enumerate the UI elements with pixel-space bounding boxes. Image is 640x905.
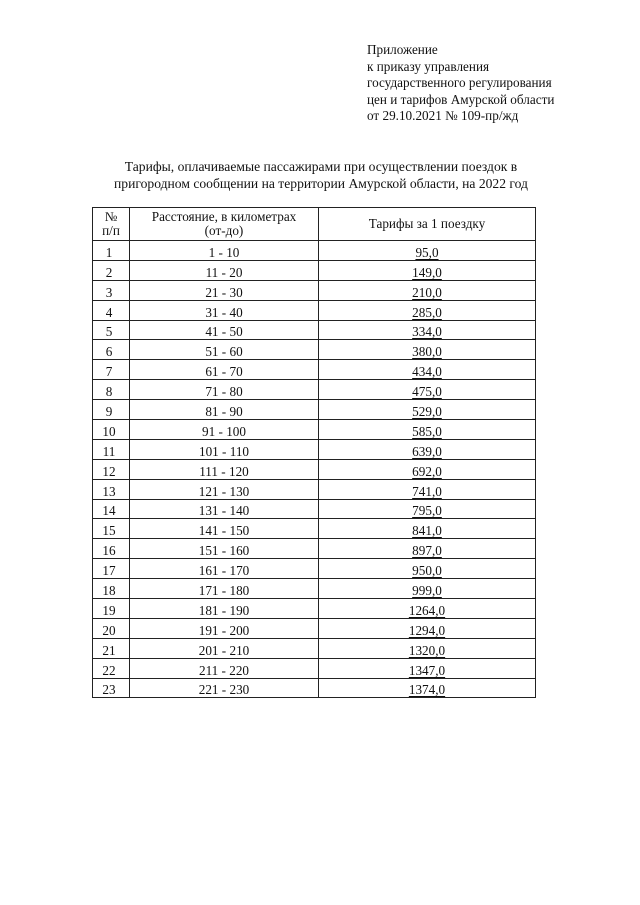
tariff-value-text: 841,0 [412, 523, 442, 539]
distance-range: 21 - 30 [130, 280, 319, 300]
distance-range: 61 - 70 [130, 360, 319, 380]
tariff-value-text: 95,0 [415, 244, 439, 260]
tariff-value-text: 795,0 [412, 503, 442, 519]
row-number [93, 380, 130, 400]
distance-range: 121 - 130 [130, 479, 319, 499]
tariff-value [319, 559, 536, 579]
table-row [93, 638, 536, 658]
row-number [93, 241, 130, 261]
row-number [93, 300, 130, 320]
row-number [93, 638, 130, 658]
distance-range: 71 - 80 [130, 380, 319, 400]
table-row [93, 260, 536, 280]
distance-range: 111 - 120 [130, 459, 319, 479]
tariff-value-text: 210,0 [412, 284, 442, 300]
tariff-value [319, 499, 536, 519]
tariff-value-text: 1294,0 [408, 622, 446, 638]
tariff-value [319, 340, 536, 360]
tariff-value-text: 434,0 [412, 364, 442, 380]
tariff-value-text: 1347,0 [408, 662, 446, 678]
row-number-text: 5 [105, 324, 113, 340]
tariff-value-text: 149,0 [412, 264, 442, 280]
row-number [93, 400, 130, 420]
table-row [93, 499, 536, 519]
tariff-value [319, 360, 536, 380]
table-row [93, 241, 536, 261]
distance-range: 161 - 170 [130, 559, 319, 579]
tariff-value-text: 1320,0 [408, 642, 446, 658]
tariff-value-text: 741,0 [412, 483, 442, 499]
row-number [93, 559, 130, 579]
row-number [93, 579, 130, 599]
row-number-text: 14 [102, 503, 116, 519]
tariff-value-text: 639,0 [412, 443, 442, 459]
table-row [93, 658, 536, 678]
appendix-note [367, 42, 554, 125]
distance-range: 181 - 190 [130, 599, 319, 619]
table-row [93, 380, 536, 400]
row-number [93, 599, 130, 619]
tariff-value-text: 999,0 [412, 583, 442, 599]
row-number-text: 23 [102, 682, 116, 698]
row-number-text: 4 [105, 304, 113, 320]
table-row [93, 340, 536, 360]
row-number-text: 8 [105, 384, 113, 400]
table-row [93, 400, 536, 420]
tariff-value [319, 280, 536, 300]
tariff-value-text: 692,0 [412, 463, 442, 479]
distance-range: 31 - 40 [130, 300, 319, 320]
row-number-text: 3 [105, 284, 113, 300]
header-number [93, 208, 130, 241]
tariff-value [319, 260, 536, 280]
appendix-line: Приложение [367, 42, 438, 57]
tariff-value-text: 1264,0 [408, 602, 446, 618]
tariff-value [319, 678, 536, 698]
header-number-line: № [104, 208, 118, 224]
tariff-value-text: 285,0 [412, 304, 442, 320]
header-number-line: п/п [102, 223, 120, 238]
tariff-value [319, 638, 536, 658]
table-row [93, 559, 536, 579]
table-row [93, 459, 536, 479]
row-number-text: 10 [102, 423, 116, 439]
tariff-value [319, 241, 536, 261]
tariff-value-text: 585,0 [412, 423, 442, 439]
tariff-value [319, 479, 536, 499]
tariff-value [319, 618, 536, 638]
tariff-value [319, 539, 536, 559]
header-distance [130, 208, 319, 241]
tariff-value [319, 320, 536, 340]
distance-range: 41 - 50 [130, 320, 319, 340]
row-number [93, 280, 130, 300]
distance-range: 191 - 200 [130, 618, 319, 638]
row-number [93, 320, 130, 340]
distance-range: 151 - 160 [130, 539, 319, 559]
header-distance-line: Расстояние, в километрах [151, 208, 297, 224]
row-number [93, 340, 130, 360]
row-number [93, 539, 130, 559]
tariff-table-body [93, 241, 536, 698]
distance-range: 11 - 20 [130, 260, 319, 280]
distance-range: 171 - 180 [130, 579, 319, 599]
tariff-value [319, 599, 536, 619]
row-number [93, 519, 130, 539]
distance-range: 81 - 90 [130, 400, 319, 420]
tariff-table [92, 207, 536, 698]
row-number-text: 17 [102, 563, 116, 579]
tariff-value-text: 950,0 [412, 563, 442, 579]
distance-range: 211 - 220 [130, 658, 319, 678]
row-number-text: 7 [105, 364, 113, 380]
appendix-line: государственного регулирования [367, 75, 552, 91]
tariff-value-text: 334,0 [412, 324, 442, 340]
distance-range: 221 - 230 [130, 678, 319, 698]
row-number-text: 22 [102, 662, 116, 678]
appendix-line: от 29.10.2021 № 109-пр/жд [367, 108, 519, 124]
row-number [93, 439, 130, 459]
row-number-text: 6 [105, 344, 113, 360]
row-number [93, 360, 130, 380]
distance-range: 91 - 100 [130, 420, 319, 440]
title-line: пригородном сообщении на территории Амурской области, на 2022 год [114, 176, 528, 191]
table-row [93, 360, 536, 380]
tariff-value [319, 519, 536, 539]
title-line: Тарифы, оплачиваемые пассажирами при осуществлении поездок в [124, 159, 518, 174]
tariff-value [319, 579, 536, 599]
table-row [93, 599, 536, 619]
row-number-text: 20 [102, 622, 116, 638]
row-number-text: 2 [105, 264, 113, 280]
document-title [96, 158, 546, 192]
tariff-value [319, 380, 536, 400]
table-row [93, 420, 536, 440]
tariff-value [319, 300, 536, 320]
tariff-value [319, 658, 536, 678]
table-row [93, 280, 536, 300]
row-number [93, 618, 130, 638]
table-row [93, 539, 536, 559]
tariff-value [319, 439, 536, 459]
row-number-text: 1 [105, 244, 113, 260]
row-number [93, 499, 130, 519]
appendix-line: к приказу управления [367, 58, 490, 74]
tariff-value-text: 529,0 [412, 404, 442, 420]
table-row [93, 320, 536, 340]
distance-range: 201 - 210 [130, 638, 319, 658]
table-row [93, 519, 536, 539]
tariff-value-text: 897,0 [412, 543, 442, 559]
appendix-line: цен и тарифов Амурской области [367, 91, 555, 107]
tariff-value [319, 459, 536, 479]
table-row [93, 618, 536, 638]
row-number-text: 21 [102, 642, 116, 658]
row-number-text: 19 [102, 602, 116, 618]
row-number [93, 459, 130, 479]
row-number-text: 11 [102, 443, 116, 459]
row-number-text: 15 [102, 523, 116, 539]
row-number-text: 16 [102, 543, 116, 559]
tariff-value-text: 380,0 [412, 344, 442, 360]
tariff-value-text: 475,0 [412, 384, 442, 400]
distance-range: 51 - 60 [130, 340, 319, 360]
row-number [93, 678, 130, 698]
tariff-value-text: 1374,0 [408, 682, 446, 698]
row-number-text: 12 [102, 463, 116, 479]
tariff-value [319, 400, 536, 420]
distance-range: 131 - 140 [130, 499, 319, 519]
header-distance-line: (от-до) [204, 223, 244, 238]
row-number-text: 9 [105, 404, 113, 420]
table-row [93, 300, 536, 320]
table-header-row [93, 208, 536, 241]
table-row [93, 439, 536, 459]
table-row [93, 678, 536, 698]
table-row [93, 579, 536, 599]
row-number [93, 479, 130, 499]
row-number-text: 13 [102, 483, 116, 499]
row-number [93, 420, 130, 440]
distance-range: 141 - 150 [130, 519, 319, 539]
tariff-value [319, 420, 536, 440]
row-number [93, 658, 130, 678]
row-number [93, 260, 130, 280]
distance-range: 1 - 10 [130, 241, 319, 261]
table-row [93, 479, 536, 499]
row-number-text: 18 [102, 583, 116, 599]
header-tariff: Тарифы за 1 поездку [319, 208, 536, 241]
distance-range: 101 - 110 [130, 439, 319, 459]
